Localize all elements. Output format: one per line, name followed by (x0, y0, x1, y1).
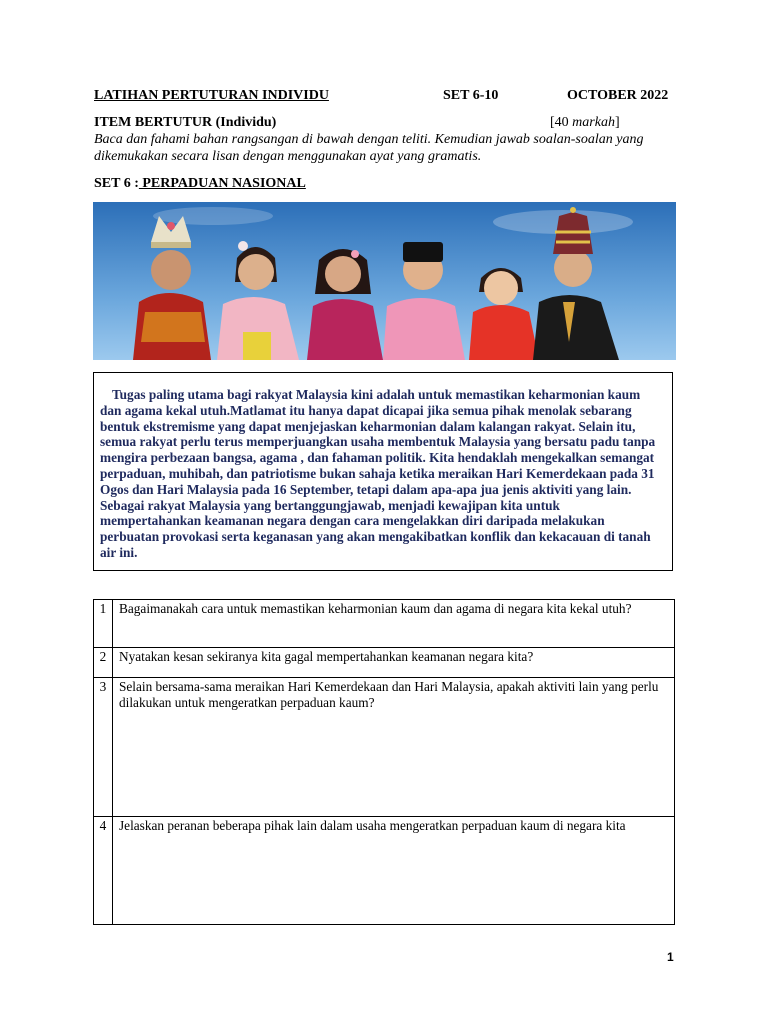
set-prefix: SET 6 : (94, 176, 139, 191)
question-number: 3 (94, 678, 113, 817)
question-text: Bagaimanakah cara untuk memastikan keharmonian kaum dan agama di negara kita kekal utuh? (113, 600, 675, 648)
page-number: 1 (667, 950, 674, 964)
question-row (94, 600, 675, 648)
question-text: Nyatakan kesan sekiranya kita gagal mempertahankan keamanan negara kita? (113, 648, 675, 678)
marks-close: ] (614, 115, 620, 130)
question-number: 2 (94, 648, 113, 678)
passage-box (93, 372, 673, 571)
question-row (94, 648, 675, 678)
children-photo (93, 202, 676, 360)
questions-table (93, 599, 675, 925)
set-heading (94, 176, 306, 192)
instruction-text: Baca dan fahami bahan rangsangan di bawah dengan teliti. Kemudian jawab soalan-soalan yang dikemukakan secara lisan dengan menggunakan ayat yang gramatis. (94, 132, 644, 164)
document-date: OCTOBER 2022 (567, 88, 669, 103)
question-row (94, 678, 675, 817)
set-range: SET 6-10 (443, 88, 499, 103)
document-title: LATIHAN PERTUTURAN INDIVIDU (94, 88, 329, 103)
marks-open: [40 (550, 115, 573, 130)
marks (550, 115, 620, 131)
question-number: 1 (94, 600, 113, 648)
item-line (94, 115, 674, 131)
question-text: Selain bersama-sama meraikan Hari Kemerdekaan dan Hari Malaysia, apakah aktiviti lain yang perlu dilakukan untuk mengeratkan perpaduan kaum? (113, 678, 675, 817)
item-label: ITEM BERTUTUR (Individu) (94, 115, 277, 130)
question-text: Jelaskan peranan beberapa pihak lain dalam usaha mengeratkan perpaduan kaum di negara kita (113, 817, 675, 925)
set-topic: PERPADUAN NASIONAL (138, 176, 306, 191)
passage-text: Tugas paling utama bagi rakyat Malaysia kini adalah untuk memastikan keharmonian kaum dan agama kekal utuh.Matlamat itu hanya dapat dicapai jika semua pihak menolak sebarang bentuk ekstremisme yang dapat menjejaskan keharmonian dalam kalangan rakyat. Selain itu, semua rakyat perlu terus memperjuangkan usaha membentuk Malaysia yang bersatu padu tanpa mengira perbezaan bangsa, agama , dan fahaman politik. Kita hendaklah mengekalkan semangat perpaduan, muhibah, dan patriotisme bukan sahaja ketika meraikan Hari Kemerdekaan pada 31 Ogos dan Hari Malaysia pada 16 September, tetapi dalam apa-apa jua jenis aktiviti yang lain. Sebagai rakyat Malaysia yang bertanggungjawab, menjadi kewajipan kita untuk mempertahankan keamanan negara dengan cara mengelakkan diri daripada melakukan perbuatan provokasi serta keganasan yang akan mengakibatkan konflik dan kekacauan di tanah air ini. (100, 387, 656, 560)
question-row (94, 817, 675, 925)
question-number: 4 (94, 817, 113, 925)
document-header (94, 88, 674, 106)
marks-word: markah (572, 115, 615, 130)
